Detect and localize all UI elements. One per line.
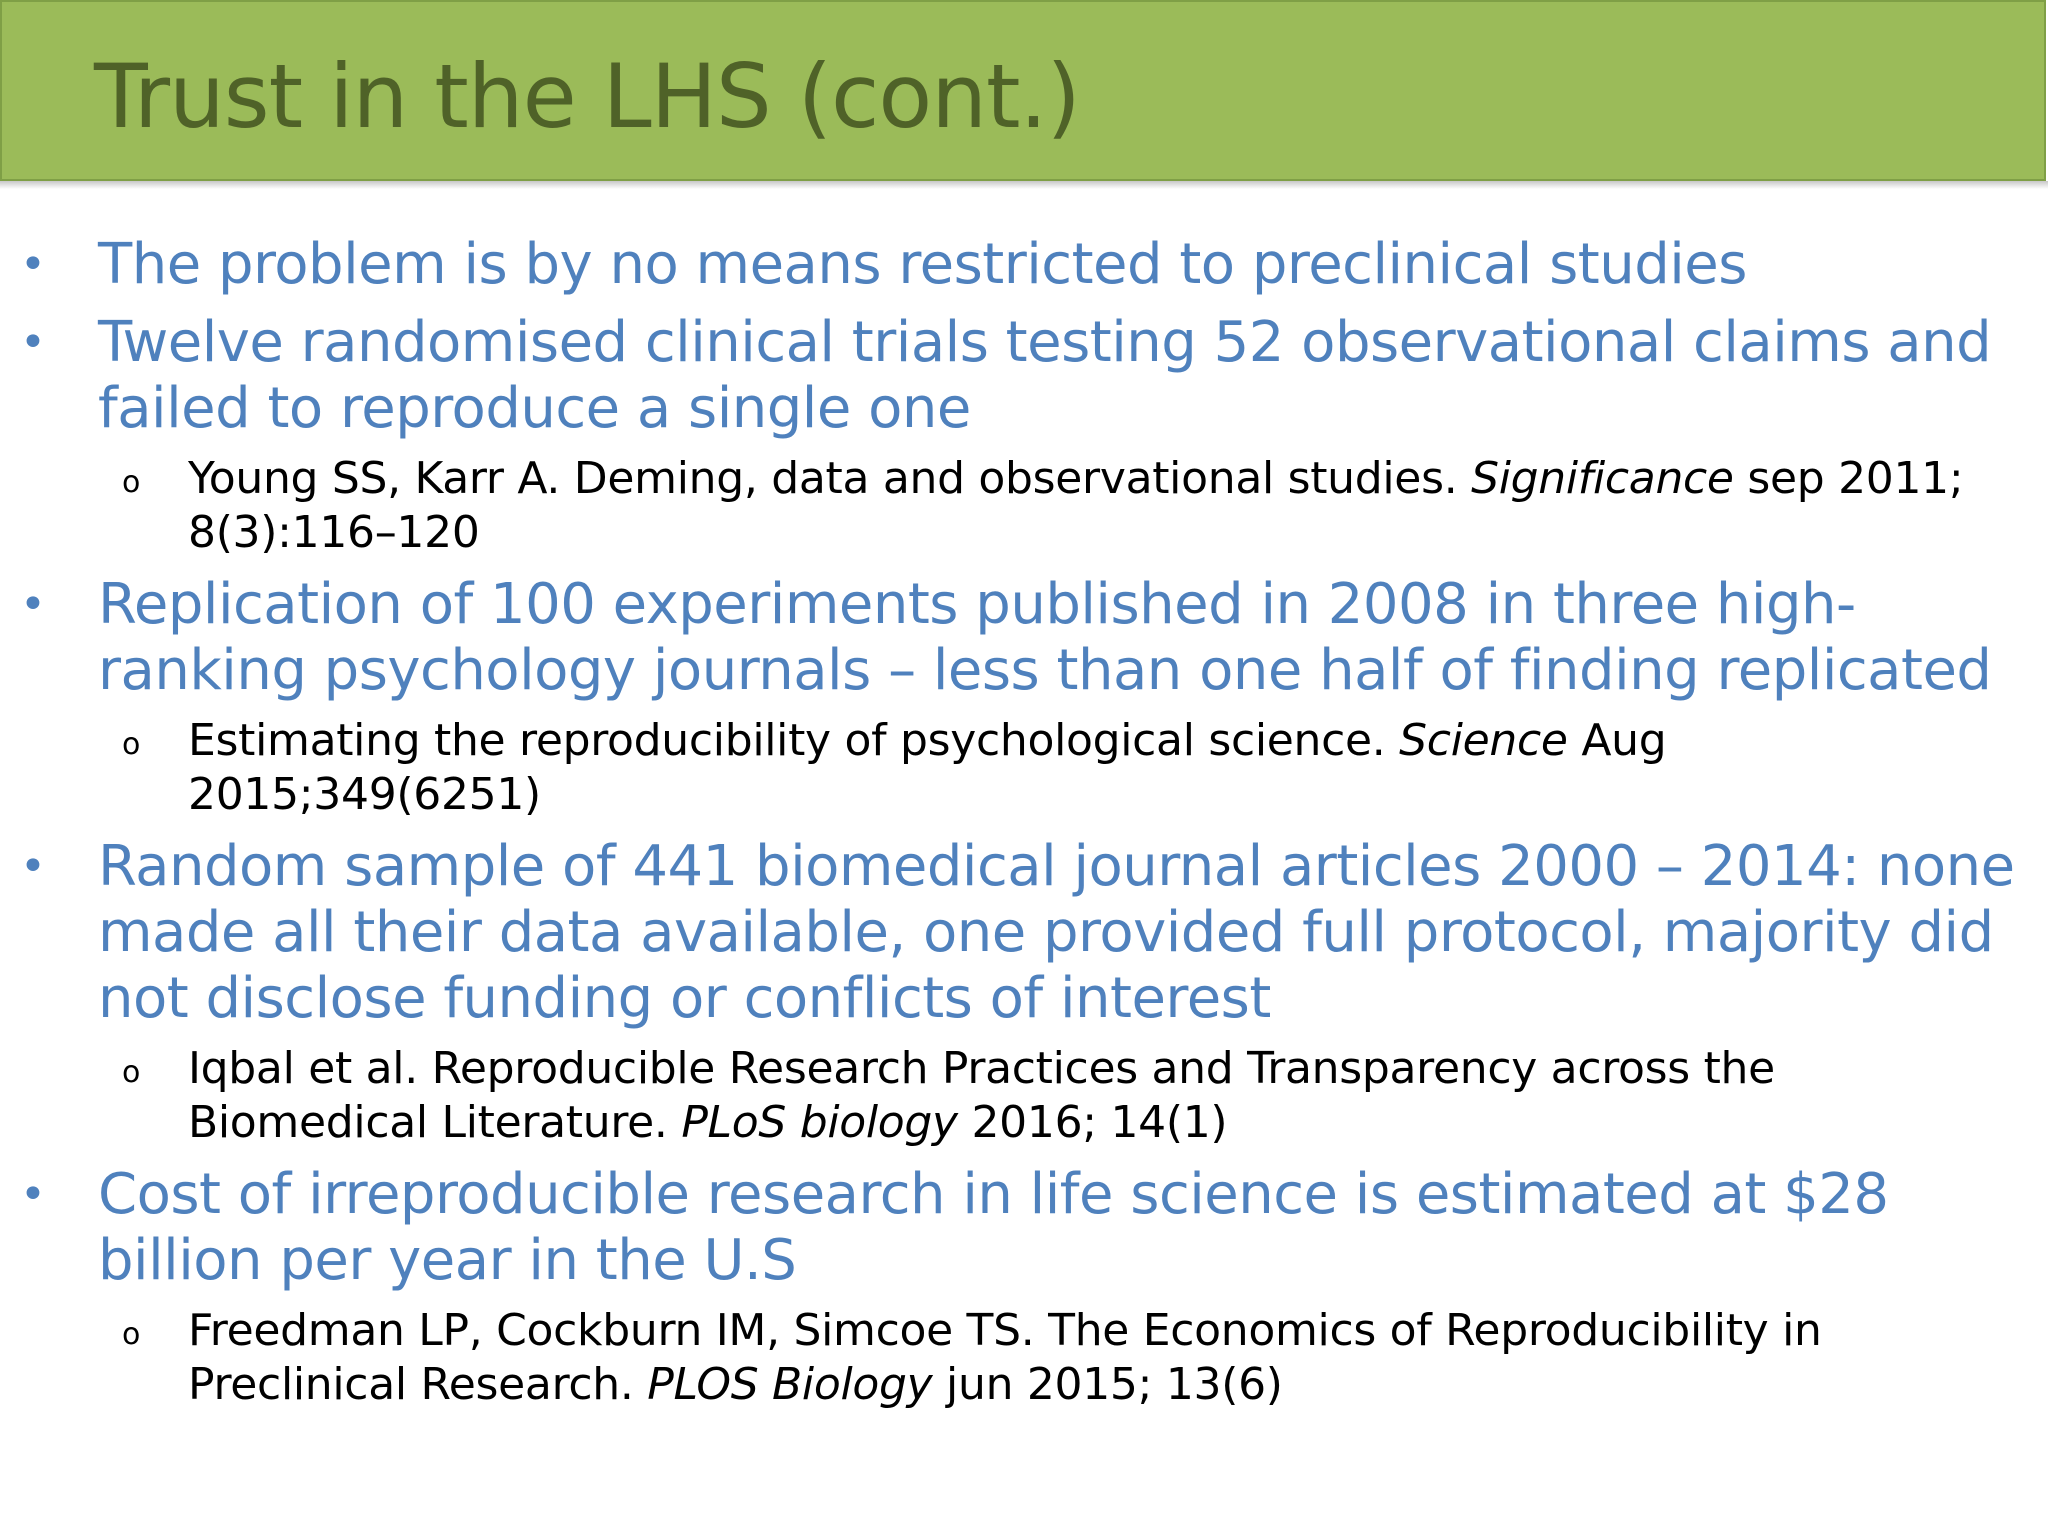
slide-content <box>0 232 2048 1412</box>
bullet-dot-icon: • <box>20 579 46 630</box>
reference-details: sep 2011; 8(3):116–120 <box>188 453 1964 558</box>
bullet-item <box>0 572 2048 704</box>
reference-text: Iqbal et al. Reproducible Research Practices and Transparency across the Biomedical Literature. <box>188 1043 1775 1148</box>
sub-bullet-circle-icon: o <box>122 727 141 762</box>
bullet-item <box>0 310 2048 442</box>
reference-journal: Science <box>1399 715 1568 766</box>
reference-details: Aug 2015;349(6251) <box>188 715 1667 820</box>
bullet-dot-icon: • <box>20 841 46 892</box>
bullet-item <box>0 1162 2048 1294</box>
bullet-text: Twelve randomised clinical trials testing 52 observational claims and failed to reproduce a single one <box>98 310 1992 441</box>
bullet-dot-icon: • <box>20 239 46 290</box>
reference-item <box>0 1042 2048 1150</box>
reference-text: Young SS, Karr A. Deming, data and observational studies. <box>188 453 1472 504</box>
bullet-text: Random sample of 441 biomedical journal articles 2000 – 2014: none made all their data available, one provided full protocol, majority did not disclose funding or conflicts of interest <box>98 834 2015 1031</box>
bullet-dot-icon: • <box>20 1169 46 1220</box>
bullet-text: Replication of 100 experiments published in 2008 in three high-ranking psychology journals – less than one half of finding replicated <box>98 572 1992 703</box>
bullet-text: The problem is by no means restricted to preclinical studies <box>98 232 1747 297</box>
sub-bullet-circle-icon: o <box>122 465 141 500</box>
bullet-item <box>0 232 2048 298</box>
reference-text: Estimating the reproducibility of psychological science. <box>188 715 1400 766</box>
reference-text: Freedman LP, Cockburn IM, Simcoe TS. The Economics of Reproducibility in Preclinical Research. <box>188 1305 1822 1410</box>
reference-details: 2016; 14(1) <box>957 1097 1228 1148</box>
bullet-item <box>0 834 2048 1032</box>
reference-item <box>0 452 2048 560</box>
reference-journal: PLoS biology <box>681 1097 958 1148</box>
reference-item <box>0 714 2048 822</box>
sub-bullet-circle-icon: o <box>122 1055 141 1090</box>
reference-details: jun 2015; 13(6) <box>932 1359 1283 1410</box>
bullet-text: Cost of irreproducible research in life science is estimated at $28 billion per year in the U.S <box>98 1162 1889 1293</box>
sub-bullet-circle-icon: o <box>122 1317 141 1352</box>
reference-journal: PLOS Biology <box>647 1359 933 1410</box>
slide-title: Trust in the LHS (cont.) <box>94 45 1080 148</box>
reference-item <box>0 1304 2048 1412</box>
title-bar-shadow <box>0 181 2048 189</box>
reference-journal: Significance <box>1471 453 1734 504</box>
bullet-dot-icon: • <box>20 317 46 368</box>
